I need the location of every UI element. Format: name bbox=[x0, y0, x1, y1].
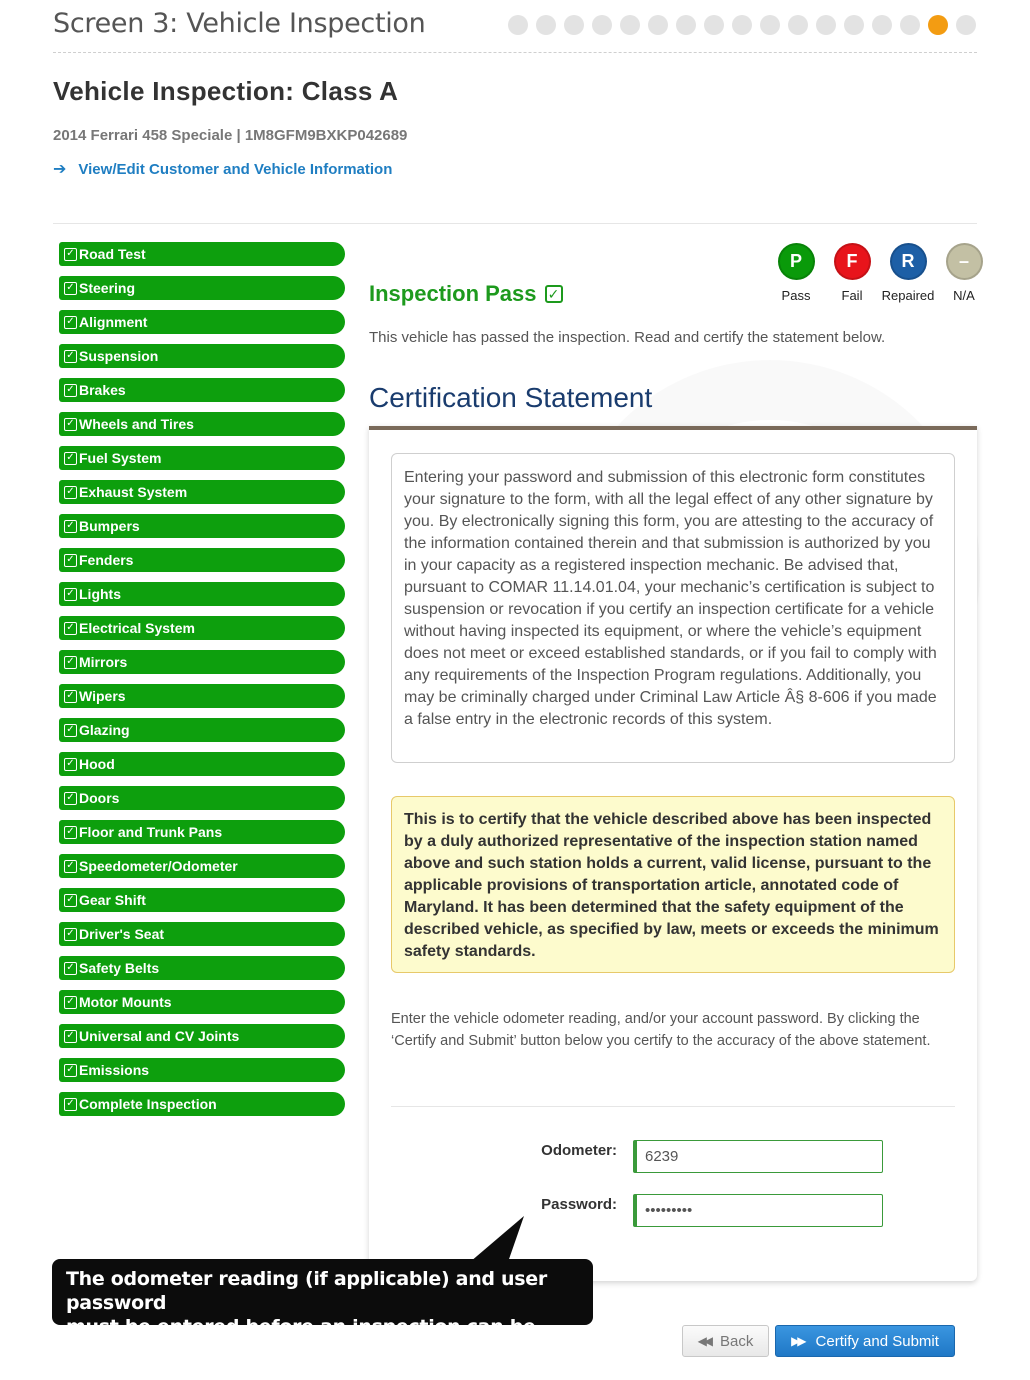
fast-forward-icon: ▶▶ bbox=[791, 1334, 804, 1348]
vehicle-info: 2014 Ferrari 458 Speciale | 1M8GFM9BXKP042689 bbox=[53, 127, 408, 144]
sidebar-item-label: Wheels and Tires bbox=[79, 416, 194, 432]
legend-item[interactable] bbox=[945, 243, 983, 303]
certify-submit-button[interactable] bbox=[775, 1325, 955, 1357]
sidebar-item[interactable] bbox=[59, 854, 345, 878]
sidebar-item-label: Floor and Trunk Pans bbox=[79, 824, 223, 840]
back-button[interactable] bbox=[682, 1325, 769, 1357]
sidebar-item[interactable] bbox=[59, 888, 345, 912]
progress-dot bbox=[592, 15, 612, 35]
progress-dot bbox=[956, 15, 976, 35]
checkbox-checked-icon: ✓ bbox=[64, 350, 77, 363]
sidebar-item-label: Mirrors bbox=[79, 654, 128, 670]
progress-dot bbox=[872, 15, 892, 35]
sidebar-item-label: Speedometer/Odometer bbox=[79, 858, 238, 874]
sidebar-item[interactable] bbox=[59, 344, 345, 368]
sidebar-item[interactable] bbox=[59, 752, 345, 776]
sidebar-item-label: Driver's Seat bbox=[79, 926, 165, 942]
checkbox-checked-icon: ✓ bbox=[64, 384, 77, 397]
legend-item[interactable] bbox=[881, 243, 935, 303]
checkbox-checked-icon: ✓ bbox=[64, 724, 77, 737]
legend-label: N/A bbox=[953, 288, 975, 303]
sidebar-item[interactable] bbox=[59, 276, 345, 300]
checkbox-checked-icon: ✓ bbox=[64, 860, 77, 873]
edit-customer-vehicle-link[interactable] bbox=[53, 159, 392, 179]
progress-dot bbox=[844, 15, 864, 35]
sidebar-item[interactable] bbox=[59, 412, 345, 436]
checkbox-checked-icon: ✓ bbox=[64, 622, 77, 635]
sidebar-item-label: Emissions bbox=[79, 1062, 150, 1078]
edit-link-label: View/Edit Customer and Vehicle Information bbox=[78, 160, 393, 178]
sidebar-item[interactable] bbox=[59, 446, 345, 470]
sidebar-item-label: Steering bbox=[79, 280, 136, 296]
sidebar-item[interactable] bbox=[59, 1024, 345, 1048]
header-divider bbox=[53, 52, 977, 53]
sidebar-item-label: Safety Belts bbox=[79, 960, 160, 976]
checkbox-checked-icon: ✓ bbox=[64, 792, 77, 805]
legend-item[interactable] bbox=[833, 243, 871, 303]
checkbox-checked-icon: ✓ bbox=[64, 656, 77, 669]
checkbox-checked-icon: ✓ bbox=[64, 894, 77, 907]
sidebar-item[interactable] bbox=[59, 990, 345, 1014]
status-legend bbox=[777, 243, 983, 303]
checkbox-checked-icon: ✓ bbox=[64, 554, 77, 567]
progress-dot bbox=[620, 15, 640, 35]
sidebar-item-label: Complete Inspection bbox=[79, 1096, 217, 1112]
sidebar-item[interactable] bbox=[59, 1058, 345, 1082]
progress-dot-active bbox=[928, 15, 948, 35]
progress-dot bbox=[676, 15, 696, 35]
odometer-label: Odometer: bbox=[541, 1142, 617, 1159]
checkbox-checked-icon: ✓ bbox=[64, 996, 77, 1009]
legend-label: Pass bbox=[781, 288, 811, 303]
progress-dot bbox=[704, 15, 724, 35]
callout-tooltip bbox=[52, 1259, 593, 1362]
password-input[interactable] bbox=[633, 1194, 883, 1227]
sidebar-item[interactable] bbox=[59, 956, 345, 980]
legend-label: Fail bbox=[841, 288, 863, 303]
progress-dot bbox=[648, 15, 668, 35]
sidebar-item[interactable] bbox=[59, 582, 345, 606]
legal-statement-box: Entering your password and submission of this electronic form constitutes your signature to the form, with all the legal effect of any other signature by you. By electronically signing this form, you are attesting to the accuracy of the information contained therein and that submission is authorized by you in your capacity as a registered inspection mechanic. Be advised that, pursuant to COMAR 11.14.01.04, your mechanic’s certification is subject to suspension or revocation if you certify an inspection certificate for a vehicle without having inspected its equipment, or where the vehicle’s equipment does not meet or exceed established standards, or if you fail to comply with any requirements of the Inspection Program regulations. Additionally, you may be criminally charged under Criminal Law Article Â§ 8-606 if you made a false entry in the electronic records of this system. bbox=[391, 453, 955, 763]
checkbox-checked-icon: ✓ bbox=[64, 758, 77, 771]
checkbox-checked-icon: ✓ bbox=[64, 248, 77, 261]
sidebar-item-label: Hood bbox=[79, 756, 115, 772]
legend-badge: – bbox=[946, 243, 983, 280]
checkbox-checked-icon: ✓ bbox=[64, 588, 77, 601]
form-divider bbox=[391, 1106, 955, 1107]
checkbox-checked-icon: ✓ bbox=[64, 282, 77, 295]
certification-heading: Certification Statement bbox=[369, 382, 653, 413]
sidebar-item-label: Alignment bbox=[79, 314, 148, 330]
sidebar-item-label: Suspension bbox=[79, 348, 159, 364]
legend-label: Repaired bbox=[881, 288, 935, 303]
sidebar-item[interactable] bbox=[59, 480, 345, 504]
sidebar-item[interactable] bbox=[59, 786, 345, 810]
screen-title: Screen 3: Vehicle Inspection bbox=[53, 8, 426, 39]
checkbox-checked-icon: ✓ bbox=[64, 826, 77, 839]
sidebar-item-label: Glazing bbox=[79, 722, 130, 738]
legend-badge: R bbox=[890, 243, 927, 280]
sidebar-item-label: Bumpers bbox=[79, 518, 140, 534]
submit-button-label: Certify and Submit bbox=[815, 1332, 939, 1350]
check-icon: ✓ bbox=[545, 285, 563, 303]
progress-dot bbox=[760, 15, 780, 35]
checkbox-checked-icon: ✓ bbox=[64, 962, 77, 975]
inspection-result-label: Inspection Pass bbox=[369, 281, 537, 306]
sidebar-item-label: Wipers bbox=[79, 688, 126, 704]
odometer-input[interactable] bbox=[633, 1140, 883, 1173]
sidebar-item[interactable] bbox=[59, 684, 345, 708]
rewind-icon: ◀◀ bbox=[697, 1334, 711, 1348]
certify-statement-box: This is to certify that the vehicle described above has been inspected by a duly authorized representative of the inspection station named above and such station holds a current, valid license, pursuant to the applicable provisions of transportation article, annotated code of Maryland. It has been determined that the safety equipment of the described vehicle, as specified by law, meets or exceeds the minimum safety standards. bbox=[391, 796, 955, 973]
sidebar-item[interactable] bbox=[59, 242, 345, 266]
sidebar-item[interactable] bbox=[59, 718, 345, 742]
callout-line-1: The odometer reading (if applicable) and user password bbox=[66, 1268, 547, 1314]
legend-badge: P bbox=[778, 243, 815, 280]
sidebar-item-label: Fenders bbox=[79, 552, 134, 568]
sidebar-item-label: Brakes bbox=[79, 382, 126, 398]
sidebar-item[interactable] bbox=[59, 548, 345, 572]
sidebar-item-label: Exhaust System bbox=[79, 484, 188, 500]
sidebar-item-label: Gear Shift bbox=[79, 892, 146, 908]
sidebar-item[interactable] bbox=[59, 514, 345, 538]
sidebar-item-label: Lights bbox=[79, 586, 121, 602]
back-button-label: Back bbox=[720, 1332, 754, 1350]
inspection-result-description: This vehicle has passed the inspection. Read and certify the statement below. bbox=[369, 329, 886, 346]
progress-dot bbox=[732, 15, 752, 35]
progress-dot bbox=[900, 15, 920, 35]
sidebar-item[interactable] bbox=[59, 820, 345, 844]
page-title: Vehicle Inspection: Class A bbox=[53, 76, 399, 106]
progress-dot bbox=[564, 15, 584, 35]
sidebar-item[interactable] bbox=[59, 378, 345, 402]
sidebar-item[interactable] bbox=[59, 922, 345, 946]
sidebar-item-label: Universal and CV Joints bbox=[79, 1028, 240, 1044]
sidebar-item-label: Motor Mounts bbox=[79, 994, 172, 1010]
checkbox-checked-icon: ✓ bbox=[64, 690, 77, 703]
sidebar-item[interactable] bbox=[59, 1092, 345, 1116]
checkbox-checked-icon: ✓ bbox=[64, 520, 77, 533]
checkbox-checked-icon: ✓ bbox=[64, 1098, 77, 1111]
sidebar-item-label: Road Test bbox=[79, 246, 146, 262]
sidebar-item-label: Electrical System bbox=[79, 620, 195, 636]
checkbox-checked-icon: ✓ bbox=[64, 418, 77, 431]
checkbox-checked-icon: ✓ bbox=[64, 486, 77, 499]
sidebar-item[interactable] bbox=[59, 616, 345, 640]
legend-item[interactable] bbox=[777, 243, 815, 303]
progress-dot bbox=[536, 15, 556, 35]
progress-dot bbox=[508, 15, 528, 35]
arrow-right-icon: ➔ bbox=[53, 161, 67, 178]
callout-line-2: must be entered before an inspection can be passed. bbox=[66, 1316, 536, 1362]
checkbox-checked-icon: ✓ bbox=[64, 452, 77, 465]
inspection-sidebar bbox=[59, 242, 345, 1126]
checkbox-checked-icon: ✓ bbox=[64, 316, 77, 329]
progress-dots bbox=[508, 15, 976, 35]
progress-dot bbox=[816, 15, 836, 35]
legend-badge: F bbox=[834, 243, 871, 280]
progress-dot bbox=[788, 15, 808, 35]
sidebar-item[interactable] bbox=[59, 650, 345, 674]
section-divider bbox=[53, 223, 977, 224]
checkbox-checked-icon: ✓ bbox=[64, 928, 77, 941]
inspection-result-title bbox=[369, 281, 563, 307]
form-instructions: Enter the vehicle odometer reading, and/or your account password. By clicking the ‘Certify and Submit’ button below you certify to the accuracy of the above statement. bbox=[391, 1011, 931, 1049]
password-label: Password: bbox=[541, 1196, 617, 1213]
sidebar-item[interactable] bbox=[59, 310, 345, 334]
checkbox-checked-icon: ✓ bbox=[64, 1030, 77, 1043]
sidebar-item-label: Fuel System bbox=[79, 450, 162, 466]
checkbox-checked-icon: ✓ bbox=[64, 1064, 77, 1077]
sidebar-item-label: Doors bbox=[79, 790, 120, 806]
